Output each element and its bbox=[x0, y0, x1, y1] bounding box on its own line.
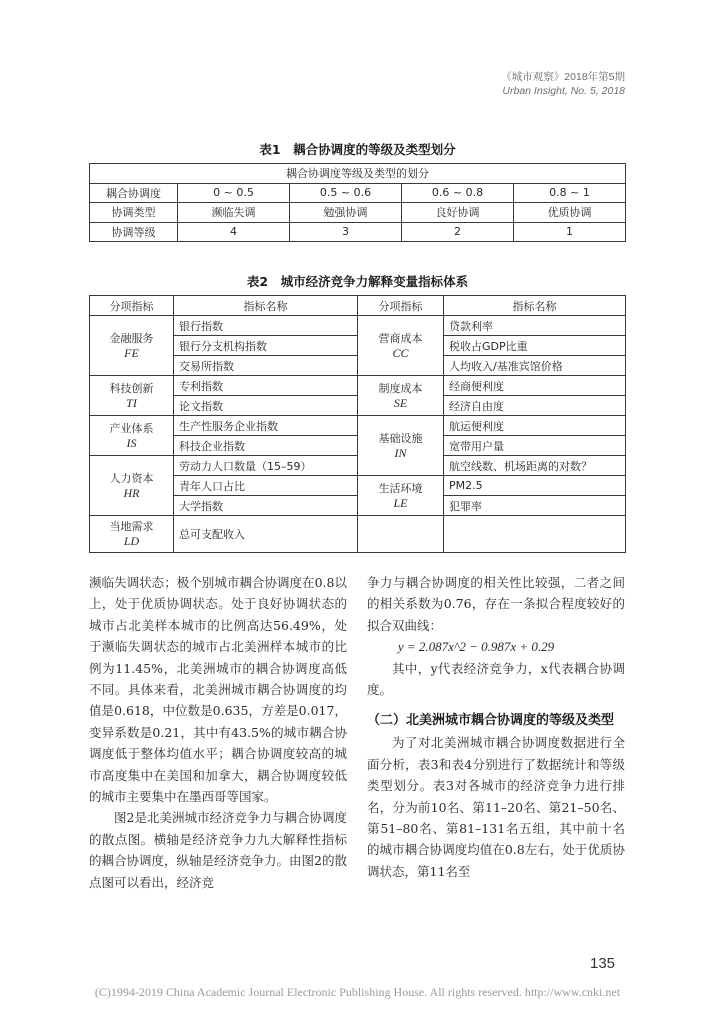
table-cell: 耦合协调度 bbox=[90, 183, 178, 203]
table-cell: 4 bbox=[178, 222, 290, 242]
category-abbr: IN bbox=[394, 445, 407, 460]
category-abbr: FE bbox=[124, 345, 139, 360]
table-row bbox=[90, 183, 626, 203]
indicator-name: 生产性服务企业指数 bbox=[174, 416, 358, 436]
paragraph: 图2是北美洲城市经济竞争力与耦合协调度的散点图。横轴是经济竞争力九大解释性指标的耦合协调度，纵轴是经济竞争力。由图2的散点图可以看出，经济竞 bbox=[89, 810, 347, 890]
table-cell: 濒临失调 bbox=[178, 203, 290, 223]
table1-span-header: 耦合协调度等级及类型的划分 bbox=[90, 164, 626, 184]
table-cell: 0.5 ~ 0.6 bbox=[290, 183, 402, 203]
category-human-capital bbox=[90, 456, 174, 516]
category-abbr: IS bbox=[126, 435, 137, 450]
category-abbr: SE bbox=[393, 395, 408, 410]
fitting-formula: y = 2.087x^2 − 0.987x + 0.29 bbox=[397, 639, 555, 655]
copyright-footer: (C)1994-2019 China Academic Journal Electronic Publishing House. All rights reserved. http://www.cnki.net bbox=[94, 985, 621, 999]
indicator-name: 总可支配收入 bbox=[174, 516, 358, 553]
column-header: 分项指标 bbox=[90, 296, 174, 316]
category-industry bbox=[90, 416, 174, 456]
category-name: 人力资本 bbox=[109, 471, 154, 485]
category-name: 当地需求 bbox=[109, 520, 154, 533]
category-name: 基础设施 bbox=[378, 431, 423, 445]
table-row bbox=[90, 416, 626, 436]
table-cell: 0.8 ~ 1 bbox=[514, 183, 626, 203]
indicator-name: 经济自由度 bbox=[444, 396, 626, 416]
table-cell: 2 bbox=[402, 222, 514, 242]
category-abbr: HR bbox=[123, 485, 140, 500]
paragraph: 为了对北美洲城市耦合协调度数据进行全面分析，表3和表4分别进行了数据统计和等级类型划分。表3对各城市的经济竞争力进行排名，分为前10名、第11–20名、第21–50名、第51–80名、第81–131名五组，其中前十名的城市耦合协调度均值在0.8左右，处于优质协调状态，第11名至 bbox=[367, 735, 625, 879]
category-abbr: LE bbox=[393, 495, 408, 510]
indicator-name: 专利指数 bbox=[174, 376, 358, 396]
table2-caption: 表2 城市经济竞争力解释变量指标体系 bbox=[246, 274, 469, 289]
category-name: 制度成本 bbox=[378, 381, 423, 395]
category-tech bbox=[90, 376, 174, 416]
category-name: 科技创新 bbox=[109, 381, 154, 395]
table-row bbox=[90, 203, 626, 223]
table-cell: 优质协调 bbox=[514, 203, 626, 223]
body-right-column bbox=[367, 572, 625, 882]
empty-cell bbox=[444, 516, 626, 553]
indicator-name: 经商便利度 bbox=[444, 376, 626, 396]
indicator-name: PM2.5 bbox=[444, 476, 626, 496]
table2 bbox=[89, 295, 626, 553]
indicator-name: 大学指数 bbox=[174, 496, 358, 516]
table-cell: 3 bbox=[290, 222, 402, 242]
indicator-name: 贷款利率 bbox=[444, 316, 626, 336]
table-cell: 0.6 ~ 0.8 bbox=[402, 183, 514, 203]
indicator-name: 银行分支机构指数 bbox=[174, 336, 358, 356]
column-header: 指标名称 bbox=[444, 296, 626, 316]
table-cell: 0 ~ 0.5 bbox=[178, 183, 290, 203]
column-header: 指标名称 bbox=[174, 296, 358, 316]
category-name: 生活环境 bbox=[378, 481, 423, 495]
indicator-name: 论文指数 bbox=[174, 396, 358, 416]
table-row bbox=[90, 316, 626, 336]
indicator-name: 犯罪率 bbox=[444, 496, 626, 516]
indicator-name: 劳动力人口数量（15–59） bbox=[174, 456, 358, 476]
category-living-environment bbox=[358, 476, 444, 516]
table-row bbox=[90, 376, 626, 396]
empty-cell bbox=[358, 516, 444, 553]
category-abbr: CC bbox=[392, 345, 409, 360]
category-abbr: LD bbox=[123, 534, 140, 548]
category-name: 产业体系 bbox=[109, 421, 154, 435]
body-left-column bbox=[89, 572, 347, 893]
paragraph: 争力与耦合协调度的相关性比较强，二者之间的相关系数为0.76，存在一条拟合程度较好的拟合双曲线： bbox=[367, 575, 625, 633]
section-heading: （二）北美洲城市耦合协调度的等级及类型 bbox=[367, 713, 615, 729]
category-name: 营商成本 bbox=[378, 331, 423, 345]
paragraph: 其中，y代表经济竞争力，x代表耦合协调度。 bbox=[367, 660, 625, 698]
journal-title: 《城市观察》2018年第5期 bbox=[501, 71, 625, 83]
indicator-name: 航运便利度 bbox=[444, 416, 626, 436]
table1 bbox=[89, 163, 626, 242]
paragraph: 濒临失调状态；极个别城市耦合协调度在0.8以上，处于优质协调状态。处于良好协调状态的城市占北美样本城市的比例高达56.49%，处于濒临失调状态的城市占北美洲样本城市的比例为11.45%，北美洲城市的耦合协调度高低不同。具体来看，北美洲城市耦合协调度的均值是0.618，中位数是0.635，方差是0.017，变异系数是0.21，其中有43.5%的城市耦合协调度低于整体均值水平；耦合协调度较高的城市高度集中在美国和加拿大，耦合协调度较低的城市主要集中在墨西哥等国家。 bbox=[89, 575, 347, 805]
category-business-cost bbox=[358, 316, 444, 376]
table1-caption: 表1 耦合协调度的等级及类型划分 bbox=[259, 142, 456, 157]
table-header-row bbox=[90, 296, 626, 316]
table-cell: 1 bbox=[514, 222, 626, 242]
indicator-name: 人均收入/基准宾馆价格 bbox=[444, 356, 626, 376]
table-cell: 良好协调 bbox=[402, 203, 514, 223]
indicator-name: 银行指数 bbox=[174, 316, 358, 336]
indicator-name: 宽带用户量 bbox=[444, 436, 626, 456]
journal-title-en: Urban Insight, No. 5, 2018 bbox=[502, 85, 625, 97]
table-row bbox=[90, 516, 626, 553]
indicator-name: 青年人口占比 bbox=[174, 476, 358, 496]
category-finance bbox=[90, 316, 174, 376]
table-row bbox=[90, 222, 626, 242]
running-header bbox=[501, 70, 625, 98]
category-abbr: TI bbox=[126, 395, 137, 410]
indicator-name: 交易所指数 bbox=[174, 356, 358, 376]
category-name: 金融服务 bbox=[109, 331, 154, 345]
indicator-name: 税收占GDP比重 bbox=[444, 336, 626, 356]
indicator-name: 航空线数、机场距离的对数？ bbox=[444, 456, 626, 476]
table-cell: 协调等级 bbox=[90, 222, 178, 242]
page-number: 135 bbox=[590, 955, 616, 972]
table-cell: 勉强协调 bbox=[290, 203, 402, 223]
column-header: 分项指标 bbox=[358, 296, 444, 316]
category-local-demand bbox=[90, 516, 174, 553]
category-institution-cost bbox=[358, 376, 444, 416]
category-infrastructure bbox=[358, 416, 444, 476]
indicator-name: 科技企业指数 bbox=[174, 436, 358, 456]
table-cell: 协调类型 bbox=[90, 203, 178, 223]
